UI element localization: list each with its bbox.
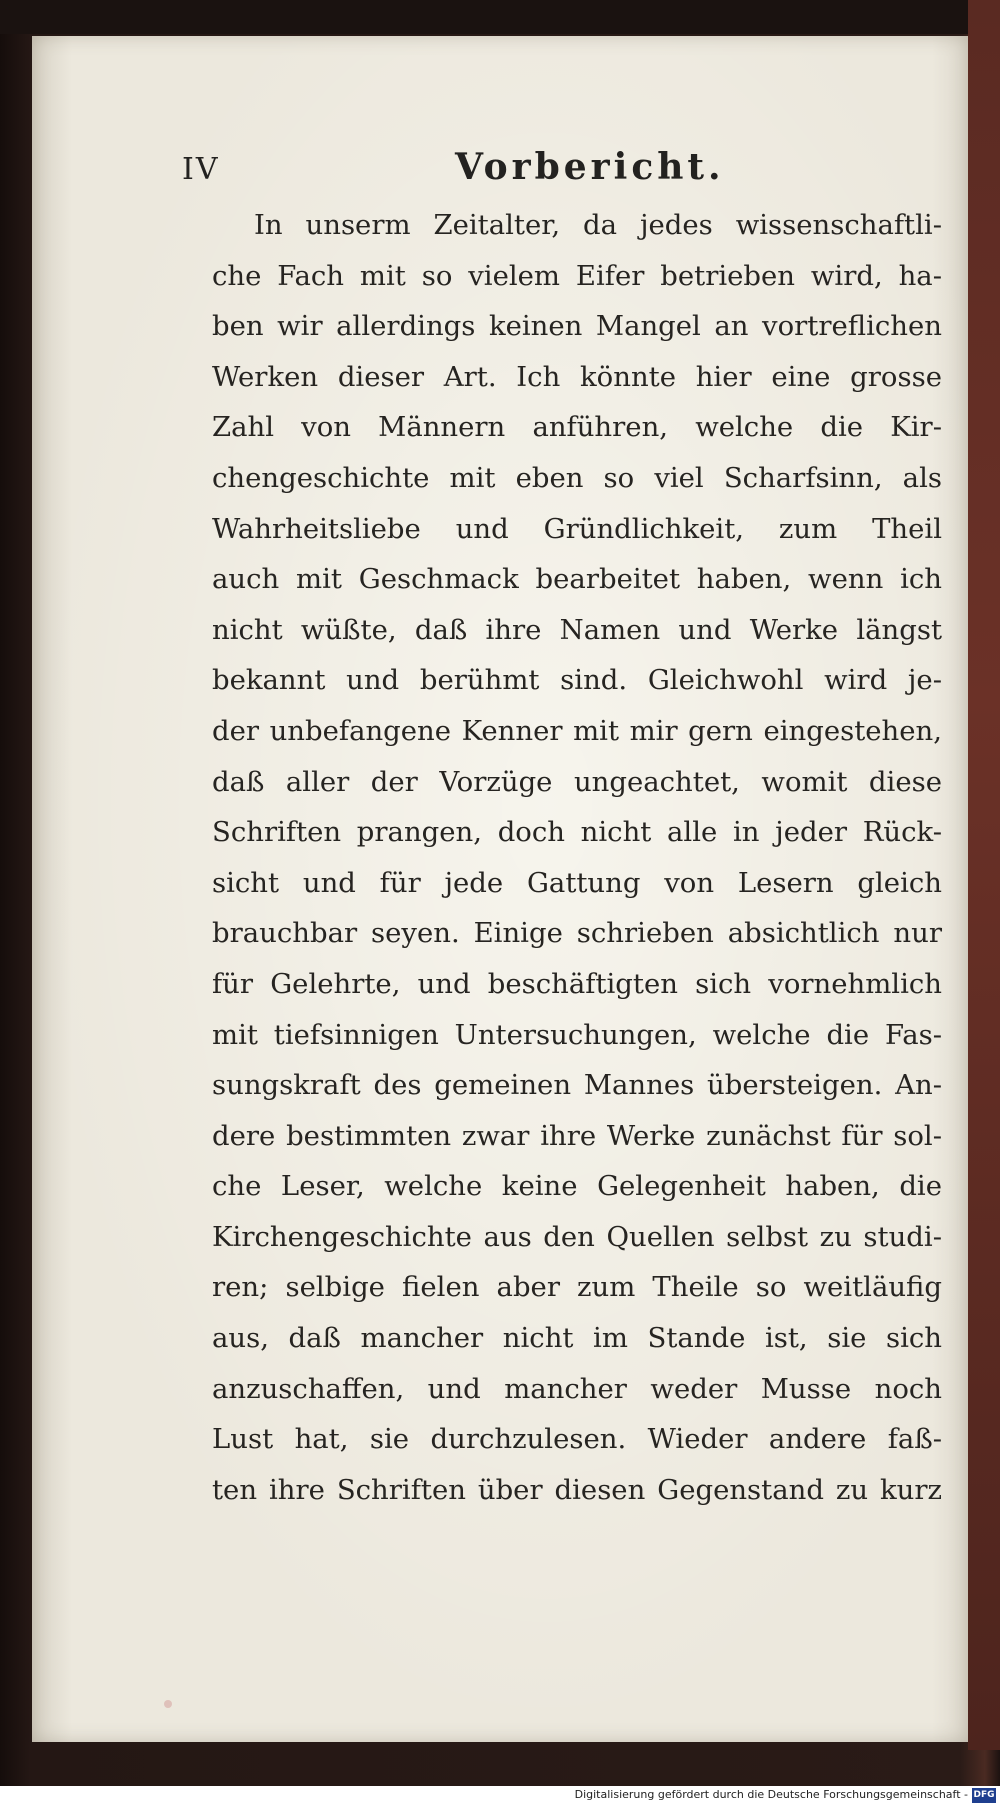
text-line: In unserm Zeitalter, da jedes wissenschaftli- [254,209,942,241]
text-line: che Leser, welche keine Gelegenheit haben, die [212,1170,942,1203]
text-line: Lust hat, sie durchzulesen. Wieder andere faß- [212,1423,942,1456]
text-line: der unbefangene Kenner mit mir gern eingestehen, [212,714,942,747]
text-line: auch mit Geschmack bearbeitet haben, wenn ich [212,563,942,596]
text-line: Wahrheitsliebe und Gründlichkeit, zum Theil [212,512,942,545]
dfg-logo: DFG [972,1788,996,1803]
text-line: sicht und für jede Gattung von Lesern gleich [212,866,942,899]
text-line: Kirchengeschichte aus den Quellen selbst zu studi- [212,1220,942,1253]
text-line: aus, daß mancher nicht im Stande ist, sie sich [212,1322,942,1355]
text-line: Werken dieser Art. Ich könnte hier eine grosse [212,360,942,393]
running-head: Vorbericht. [455,146,725,188]
scan-top-border [0,0,1000,34]
text-line: sungskraft des gemeinen Mannes übersteigen. An- [212,1069,942,1102]
funding-credit: Digitalisierung gefördert durch die Deutsche Forschungsgemeinschaft - [574,1788,968,1801]
text-line: daß aller der Vorzüge ungeachtet, womit diese [212,765,942,798]
text-line: Zahl von Männern anführen, welche die Kir- [212,411,942,444]
text-line: brauchbar seyen. Einige schrieben absichtlich nur [212,917,942,950]
ink-smudge [164,1700,172,1708]
text-line: nicht wüßte, daß ihre Namen und Werke längst [212,613,942,646]
book-cover-edge [968,0,1000,1750]
text-line: für Gelehrte, und beschäftigten sich vornehmlich [212,967,942,1000]
text-line: chengeschichte mit eben so viel Scharfsinn, als [212,461,942,494]
text-line: ren; selbige fielen aber zum Theile so weitläufig [212,1271,942,1304]
text-line: Schriften prangen, doch nicht alle in jeder Rück- [212,816,942,849]
text-line: che Fach mit so vielem Eifer betrieben wird, ha- [212,259,942,292]
text-line: dere bestimmten zwar ihre Werke zunächst für sol- [212,1119,942,1152]
text-line: ten ihre Schriften über diesen Gegenstand zu kurz [212,1473,942,1506]
page-number: IV [182,152,220,187]
text-line: anzuschaffen, und mancher weder Musse noch [212,1372,942,1405]
digitization-footer [0,1786,1000,1806]
body-text [212,200,942,1515]
text-line: bekannt und berühmt sind. Gleichwohl wird je- [212,664,942,697]
text-line: mit tiefsinnigen Untersuchungen, welche die Fas- [212,1018,942,1051]
text-line: ben wir allerdings keinen Mangel an vortreflichen [212,310,942,343]
